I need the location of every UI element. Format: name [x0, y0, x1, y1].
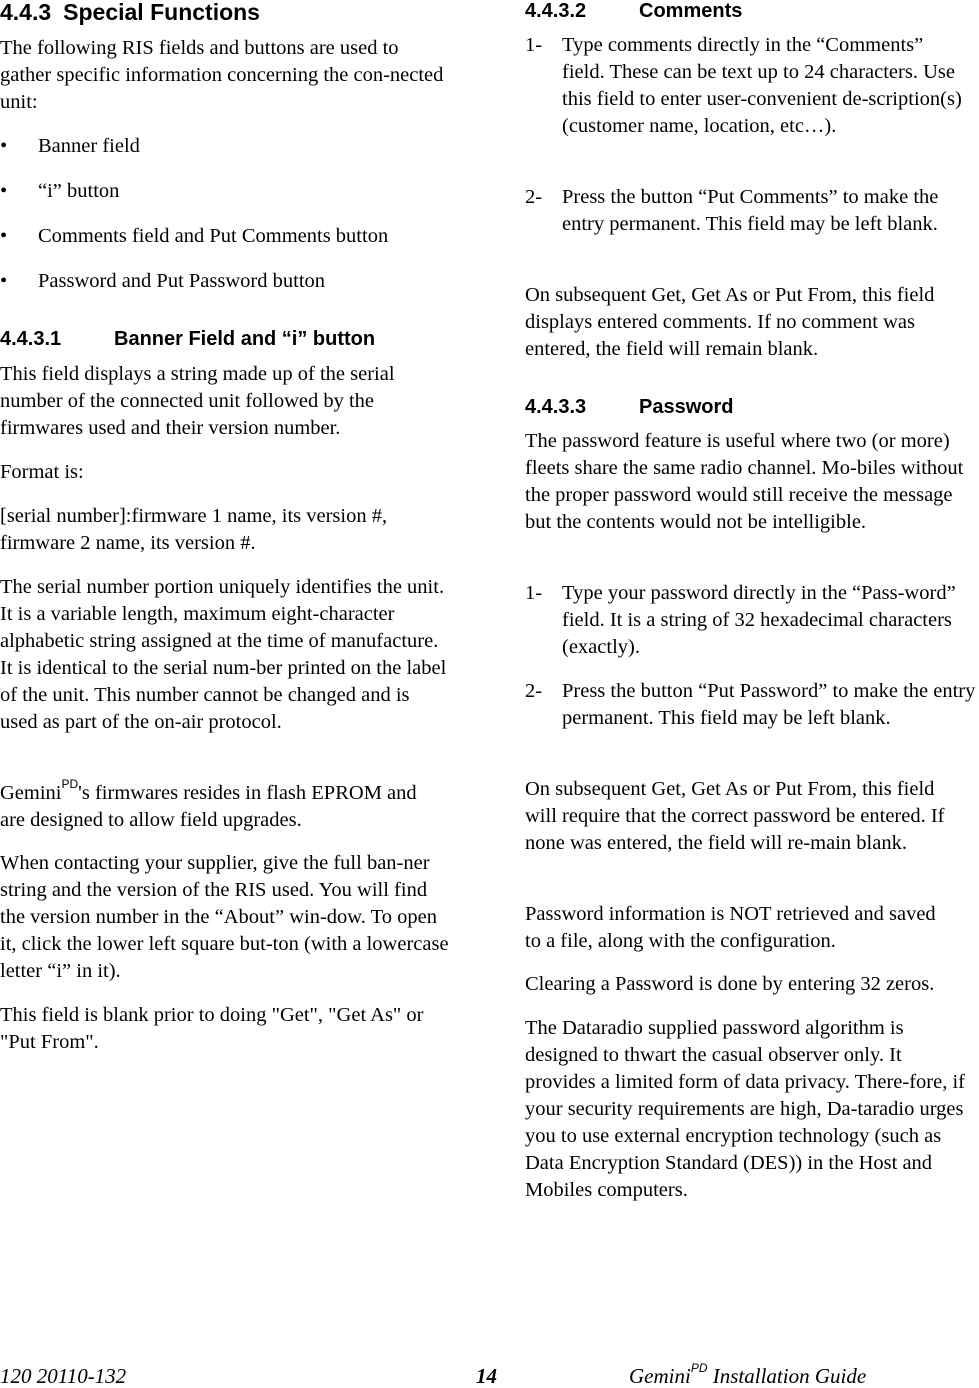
footer-page-number: 14 — [476, 1364, 497, 1388]
password-algorithm-note: The Dataradio supplied password algorithm is designed to thwart the casual observer only. It provides a limited form of data privacy. There-fore, if your security requirements are high, Da-taradio urges you to use external encryption technology (such as Data Encryption Standard (DES)) in the Host and Mobiles computers. — [525, 1017, 966, 1201]
subsection-heading-comments: 4.4.3.2 Comments — [525, 0, 743, 22]
password-step-1: 1- Type your password directly in the “Pass-word” field. It is a string of 32 hexadecimal characters (exactly). — [525, 582, 956, 658]
password-save-note: Password information is NOT retrieved and saved to a file, along with the configuration. — [525, 903, 936, 952]
firmware-paragraph: Gemini$^{PD}$'s firmwares resides in flash EPROM and are designed to allow field upgrades. — [0, 777, 417, 831]
banner-description: This field displays a string made up of the serial number of the connected unit followed by the firmwares used and their version number. — [0, 363, 395, 439]
format-string: [serial number]:firmware 1 name, its version #, firmware 2 name, its version #. — [0, 505, 388, 554]
bullet-icon: • — [0, 180, 8, 202]
footer-guide-title: Gemini$^{PD}$ Installation Guide — [629, 1361, 867, 1388]
comments-note: On subsequent Get, Get As or Put From, this field displays entered comments. If no comment was entered, the field will remain blank. — [525, 284, 935, 360]
comments-step-2: 2- Press the button “Put Comments” to make the entry permanent. This field may be left blank. — [525, 186, 939, 235]
supplier-paragraph: When contacting your supplier, give the full ban-ner string and the version of the RIS used. You will find the version number in the “About” win-dow. To open it, click the lower left square but-ton (with a lowercase letter “i” in it). — [0, 852, 449, 982]
blank-note-paragraph: This field is blank prior to doing "Get", "Get As" or "Put From". — [0, 1004, 424, 1053]
password-get-note: On subsequent Get, Get As or Put From, this field will require that the correct password be entered. If none was entered, the field will re-main blank. — [525, 778, 945, 854]
password-step-2: 2- Press the button “Put Password” to make the entry permanent. This field may be left blank. — [525, 680, 976, 729]
subsection-heading-password: 4.4.3.3 Password — [525, 396, 734, 418]
section-heading — [0, 0, 260, 24]
intro-paragraph: The following RIS fields and buttons are used to gather specific information concerning the con-nected unit: — [0, 37, 444, 113]
section-title: Special Functions — [63, 0, 260, 25]
format-label: Format is: — [0, 461, 84, 483]
password-intro: The password feature is useful where two (or more) fleets share the same radio channel. Mo-biles without the proper password would still receive the message but the contents would not be intelligible. — [525, 430, 964, 533]
serial-paragraph: The serial number portion uniquely identifies the unit. It is a variable length, maximum eight-character alphabetic string assigned at the time of manufacture. It is identical to the serial num-ber printed on the label of the unit. This number cannot be changed and is used as part of the on-air protocol. — [0, 576, 447, 733]
footer-doc-number: 120 20110-132 — [0, 1364, 127, 1388]
subsection-heading-banner: 4.4.3.1 Banner Field and “i” button — [0, 328, 376, 350]
comments-step-1: 1- Type comments directly in the “Comments” field. These can be text up to 24 characters. Use this field to enter user-convenient de-scription(s) (customer name, location, etc…). — [525, 34, 962, 137]
section-number: 4.4.3 — [0, 0, 52, 25]
bullet-icon: • — [0, 270, 8, 292]
bullet-icon: • — [0, 135, 8, 157]
bullet-icon: • — [0, 225, 8, 247]
password-clear-note: Clearing a Password is done by entering 32 zeros. — [525, 973, 935, 995]
